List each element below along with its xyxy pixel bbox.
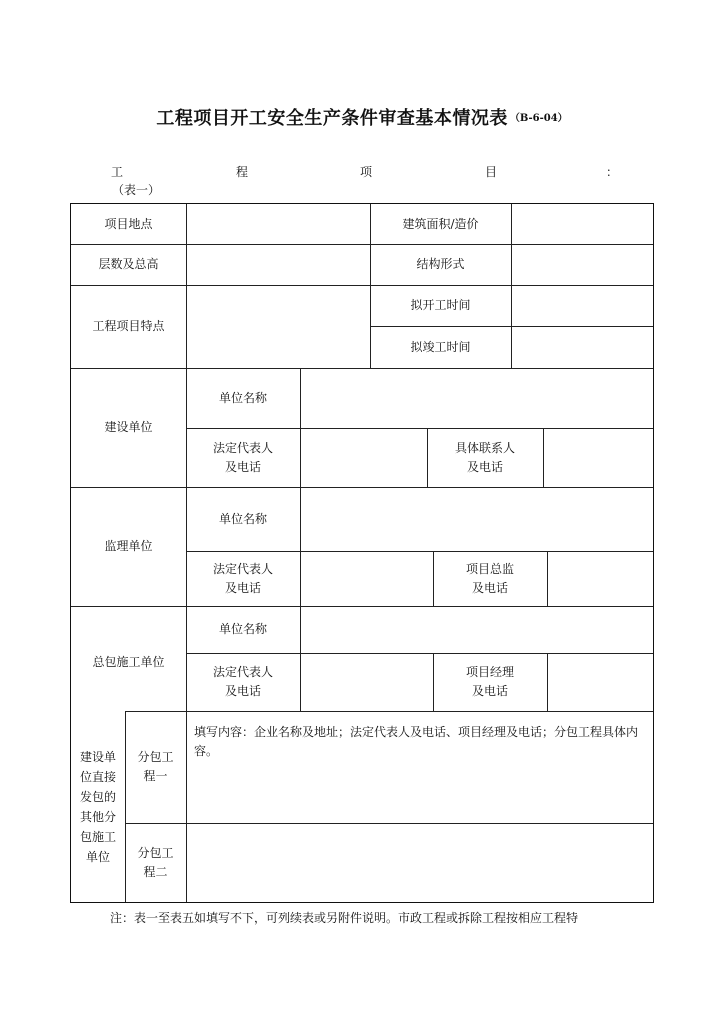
location-label: 项目地点 (104, 216, 153, 231)
construction-unit-name-field[interactable] (300, 368, 653, 428)
table-number-label: （表一） (112, 183, 161, 197)
construction-contact-field[interactable] (543, 428, 653, 487)
project-label-char-1: 工 (111, 165, 124, 179)
form-title: 工程项目开工安全生产条件审查基本情况表 (156, 108, 508, 129)
supervision-legal-rep-label: 法定代表人 及电话 (212, 561, 273, 595)
supervision-chief-field[interactable] (547, 551, 653, 606)
area-cost-value-field[interactable] (511, 204, 653, 244)
general-manager-field[interactable] (547, 653, 653, 711)
planned-finish-label: 拟竣工时间 (410, 339, 471, 354)
project-label-colon: ： (606, 165, 619, 179)
planned-start-value-field[interactable] (511, 285, 653, 326)
general-legal-rep-field[interactable] (300, 653, 433, 711)
supervision-unit-name-label: 单位名称 (218, 511, 267, 526)
planned-finish-value-field[interactable] (511, 326, 653, 368)
location-value-field[interactable] (186, 204, 370, 244)
construction-unit-name-label: 单位名称 (218, 390, 267, 405)
project-features-label: 工程项目特点 (92, 319, 165, 333)
general-contractor-section-label: 总包施工单位 (92, 655, 165, 669)
project-label-char-4: 目 (485, 165, 498, 179)
general-legal-rep-label: 法定代表人 及电话 (212, 665, 273, 698)
project-label-char-2: 程 (236, 165, 249, 179)
info-form-table (70, 203, 654, 903)
project-label-char-3: 项 (360, 165, 373, 179)
project-features-value-field[interactable] (186, 285, 370, 368)
floors-height-value-field[interactable] (186, 244, 370, 285)
supervision-unit-section-label: 监理单位 (104, 539, 153, 553)
structure-type-value-field[interactable] (511, 244, 653, 285)
subcontract-fill-instructions: 填写内容：企业名称及地址；法定代表人及电话、项目经理及电话；分包工程具体内容。 (194, 725, 639, 758)
general-contractor-name-field[interactable] (300, 606, 653, 653)
area-cost-label: 建筑面积/造价 (402, 216, 479, 231)
supervision-unit-name-field[interactable] (300, 487, 653, 551)
other-subcontractor-section-label: 建设单 位直接 发包的 其他分 包施工 单位 (79, 749, 116, 864)
construction-legal-rep-field[interactable] (300, 428, 427, 487)
floors-height-label: 层数及总高 (98, 257, 159, 271)
form-title-block (0, 104, 724, 130)
construction-unit-section-label: 建设单位 (104, 420, 153, 434)
general-contractor-name-label: 单位名称 (218, 622, 267, 636)
construction-legal-rep-label: 法定代表人 及电话 (212, 440, 273, 474)
construction-contact-label: 具体联系人 及电话 (454, 440, 515, 474)
subcontract-1-label: 分包工 程一 (137, 750, 174, 783)
subcontract-2-label: 分包工 程二 (137, 845, 174, 879)
supervision-chief-label: 项目总监 及电话 (465, 561, 514, 595)
structure-type-label: 结构形式 (416, 257, 465, 271)
footer-note: 注：表一至表五如填写不下，可列续表或另附件说明。市政工程或拆除工程按相应工程特 (110, 911, 579, 925)
general-manager-label: 项目经理 及电话 (465, 665, 514, 698)
supervision-legal-rep-field[interactable] (300, 551, 433, 606)
form-code: （B-6-04） (509, 113, 568, 124)
planned-start-label: 拟开工时间 (410, 298, 471, 312)
subcontract-2-field[interactable] (186, 823, 653, 902)
